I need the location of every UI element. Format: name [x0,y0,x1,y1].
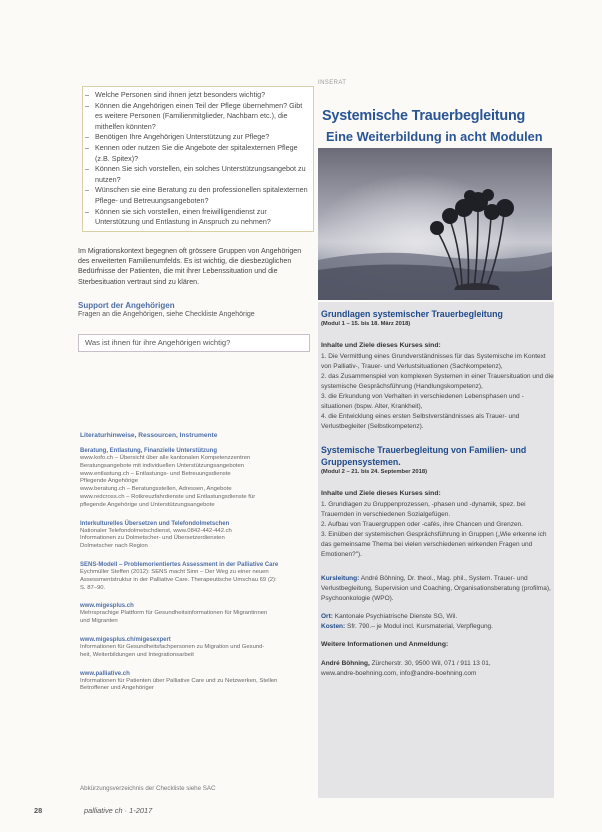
question-text: Können die Angehörigen einen Teil der Pflege übernehmen? Gibt es weitere Personen (Familienmitglieder, Nachbarn etc.), die mithelfen könnten? [95,100,303,131]
contact-web[interactable]: www.andre-boehning.com, info@andre-boehning.com [321,670,477,677]
advert-subtitle: Eine Weiterbildung in acht Modulen [326,129,543,144]
contact-line [321,659,554,669]
kosten-line [321,622,554,632]
question-item [85,143,309,164]
advert-header [318,80,552,144]
resource-line: Dolmetscher nach Region [80,543,148,550]
contact-name: André Böhning, [321,660,370,667]
left-column [78,86,310,352]
resource-line: www.redcross.ch – Rotkreuzfahrdienste und Entlastungsdienste für [80,493,256,500]
kosten-text: Sfr. 790.– je Modul incl. Kursmaterial, Verpflegung. [347,623,493,630]
course-title: Systemische Trauerbegleitung von Familien- und Gruppensystemen. [321,445,527,467]
course-title: Grundlagen systemischer Trauerbegleitung [321,309,503,319]
course-goal-item: 3. Einüben der systemischen Gesprächsführung in Gruppen („Wie erkenne ich das gemeinsame Thema bei vielen verschiedenen wirkenden Fragen und Emotionen?"). [321,531,547,558]
resource-block [80,447,316,510]
dash-marker: – [85,206,89,216]
resource-line: pflegende Angehörige und Unterstützungsangebote [80,501,215,508]
dash-marker: – [85,100,89,110]
resource-line: und Migranten [80,618,118,625]
resource-line: www.kofo.ch – Übersicht über alle kantonalen Kompetenzzentren [80,455,251,461]
advert-photo [318,148,552,300]
question-text: Können sie sich vorstellen, einen freiwilligendienst zur Unterstützung und Entlastung in Anspruch zu nehmen? [95,206,271,227]
resource-block [80,636,316,660]
resource-heading: www.migesplus.ch/migesexpert [80,636,171,643]
resource-block [80,670,316,694]
course-goal-item: 2. Aufbau von Trauergruppen oder -cafés, ihre Chancen und Grenzen. [321,521,523,528]
course-module [321,308,554,432]
migration-paragraph: Im Migrationskontext begegnen oft grössere Gruppen von Angehörigen des erweiterten Familienumfelds. Es ist wichtig, die diesbezüglichen Bedürfnisse der Patienten, die mit ihrer Lebenssituation und die Sterbesituation vertraut sind zu klären. [78,246,302,286]
question-text: Benötigen Ihre Angehörigen Unterstützung zur Pflege? [95,132,270,142]
course-goal-item: 3. die Erkundung von Verhalten in verschiedenen Lebensphasen und -situationen (bspw. Alter, Krankheit), [321,393,524,410]
course-goal-item: 1. Die Vermittlung eines Grundverständnisses für das Systemische im Kontext von Palliativ-, Trauer- und Verlustsituationen (Sachkompetenz), [321,353,546,370]
course-goals-heading: Inhalte und Ziele dieses Kurses sind: [321,490,441,497]
resource-block [80,520,316,551]
contact-text: Zürcherstr. 30, 9500 Wil, 071 / 911 13 01, [371,660,491,667]
course-dates: (Modul 1 – 15. bis 18. März 2018) [321,321,411,327]
resource-heading: Interkulturelles Übersetzen und Telefondolmetschen [80,520,230,527]
resource-line: Pflegende Angehörige [80,478,138,485]
resources-section [80,432,316,703]
resource-line: Betroffener und Angehöriger [80,685,154,692]
ort-label: Ort: [321,613,333,620]
question-item [85,101,309,133]
page-number: 28 [34,806,43,815]
dash-marker: – [85,185,89,195]
question-item [85,132,309,143]
resource-line: Beratungsangebote mit individuellen Unterstützungsangeboten [80,462,245,469]
resource-line: www.beratung.ch – Beratungsstellen, Adressen, Angebote [80,486,232,493]
course-module [321,444,554,560]
ort-line [321,612,554,622]
resource-line: S. 87–90. [80,584,106,591]
resource-line: www.entlastung.ch – Entlastungs- und Betreuungsdienste [80,470,231,477]
support-title: Support der Angehörigen [78,300,175,310]
resource-block [80,561,316,592]
dash-marker: – [85,132,89,142]
support-text: Fragen an die Angehörigen, siehe Checkliste Angehörige [78,310,255,318]
kursleitung-text: André Böhning, Dr. theol., Mag. phil., System. Trauer- und Verlustbegleitung, Supervision und Coaching, Organisationsberatung (profilma), Psychoonkologie (WPO). [321,575,551,602]
resource-heading: www.migesplus.ch [80,603,134,610]
course-goal-item: 2. das Zusammenspiel von komplexen Systemen in einer Trauersituation und die systemische Gesprächsführung (Handlungskompetenz), [321,373,554,390]
resource-line: Assessmentstruktur in der Palliative Care. Therapeutische Umschau 69 (2): [80,576,277,583]
dash-marker: – [85,164,89,174]
resource-heading: www.palliative.ch [80,670,130,677]
question-text: Wünschen sie eine Beratung zu den professionellen spitalexternen Pflege- und Betreuungsangeboten? [95,185,308,205]
course-info-box [318,302,554,798]
more-info-heading: Weitere Informationen und Anmeldung: [321,641,449,648]
course-goal-item: 1. Grundlagen zu Gruppenprozessen, -phasen und -dynamik, spez. bei Trauernden in verschiedenen Sozialgefügen. [321,501,526,518]
question-text: Welche Personen sind ihnen jetzt besonders wichtig? [95,90,266,99]
resource-line: Informationen für Patienten über Palliative Care und zu Netzwerken, Stellen [80,677,278,684]
kursleitung-line [321,574,554,604]
resource-line: Nationaler Telefondolmetschdienst, www.0842-442-442.ch [80,527,232,534]
ort-text: Kantonale Psychiatrische Dienste SG, Wil. [334,613,458,620]
question-item [85,90,309,101]
abbreviation-note: Abkürzungsverzeichnis der Checkliste siehe SAC [80,785,216,792]
question-list [85,90,309,228]
resource-line: heit, Weiterbildungen und Integrationsarbeit [80,651,194,658]
kursleitung-label: Kursleitung: [321,575,360,582]
resource-line: Eychmüller Steffen (2012): SENS macht Sinn – Der Weg zu einer neuen [80,568,269,575]
question-text: Können Sie sich vorstellen, ein solches Unterstützungsangebot zu nutzen? [95,164,306,184]
resource-heading: SENS-Modell – Problemorientiertes Assessment in der Palliative Care [80,561,279,568]
course-goals-heading: Inhalte und Ziele dieses Kurses sind: [321,342,441,349]
kosten-label: Kosten: [321,623,346,630]
resource-line: Informationen für Gesundheitsfachpersonen zu Migration und Gesund- [80,643,265,650]
resource-block [80,602,316,626]
course-goal-item: 4. die Entwicklung eines ersten Selbstverständnisses als Trauer- und Verlustbegleiter (Selbstkompetenz). [321,413,520,430]
course-dates: (Modul 2 – 21. bis 24. September 2018) [321,469,427,475]
resource-line: Mehrsprachige Plattform für Gesundheitsinformationen für Migrantinnen [80,610,268,617]
question-item [85,207,309,228]
question-box: Was ist ihnen für ihre Angehörigen wichtig? [78,334,310,352]
question-item [85,164,309,185]
dash-marker: – [85,142,89,152]
resources-title: Literaturhinweise, Ressourcen, Instrumente [80,432,218,439]
resource-heading: Beratung, Entlastung, Finanzielle Unterstützung [80,448,218,454]
advert-title: Systemische Trauerbegleitung [322,108,526,124]
dash-marker: – [85,90,89,99]
question-list-box [82,86,314,232]
magazine-name: palliative ch · 1-2017 [84,806,153,815]
dandelion-photo-image [318,148,552,300]
resource-line: Informationen zu Dolmetscher- und Übersetzerdiensten [80,535,225,542]
question-text: Kennen oder nutzen Sie die Angebote der spitalexternen Pflege (z.B. Spitex)? [95,142,298,163]
advert-kicker: INSERAT [318,80,347,86]
question-item [85,185,309,206]
